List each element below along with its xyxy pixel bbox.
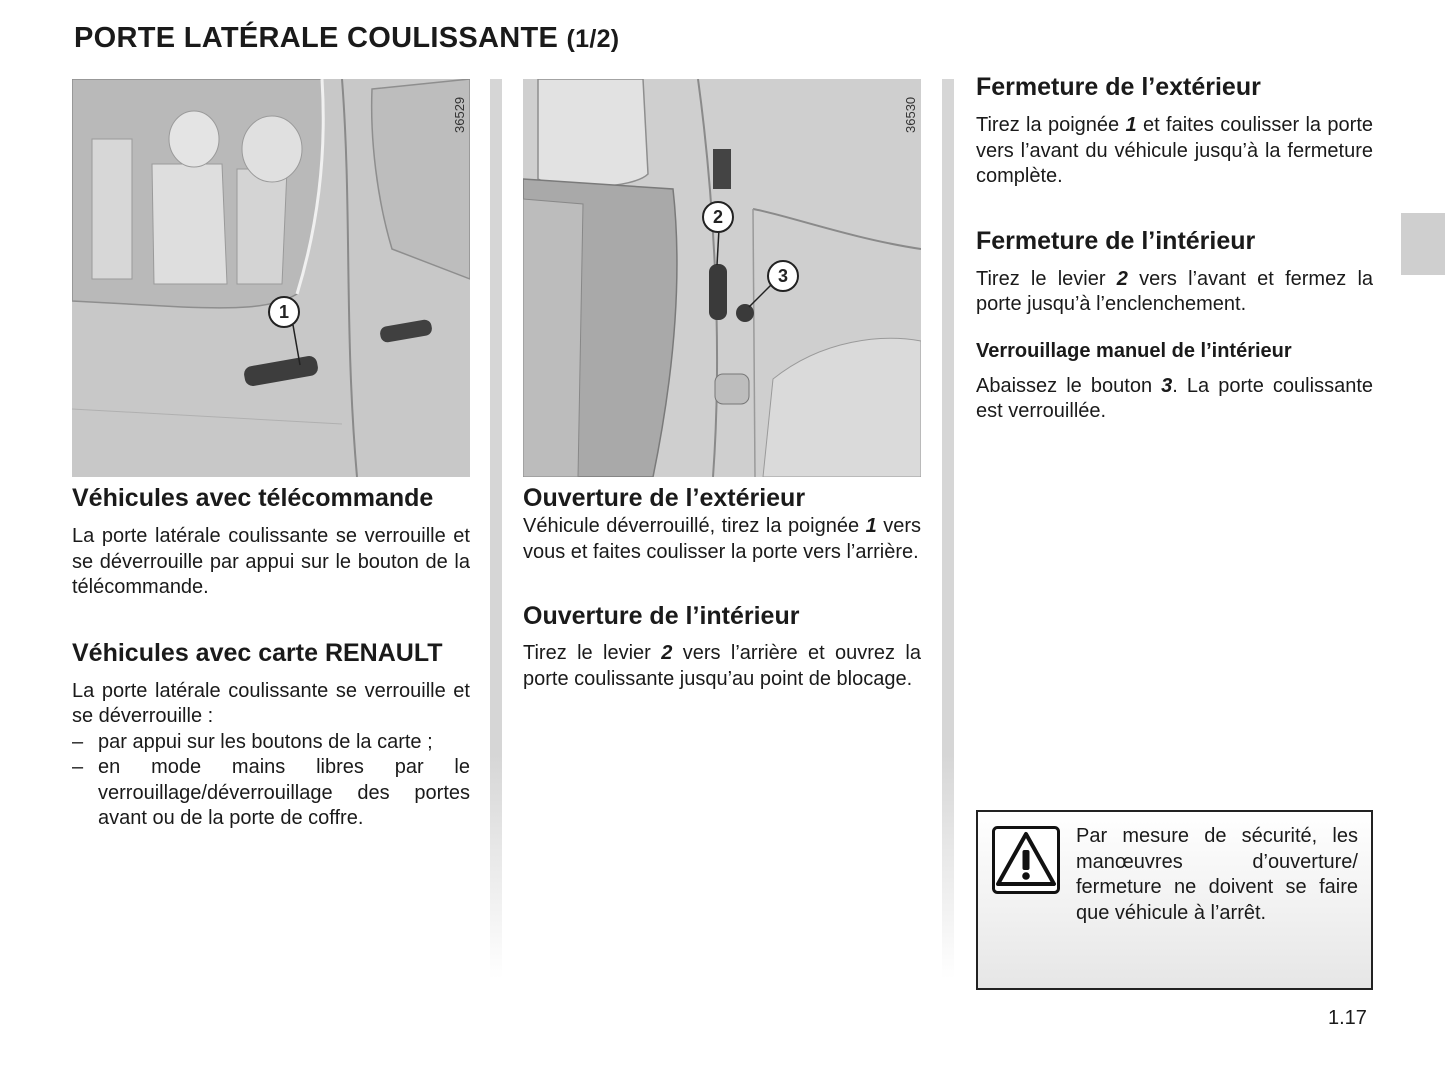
section-text: Tirez la poignée 1 et faites coulisser la porte vers l’avant du véhicule jusqu’à la fermeture complète.	[976, 114, 1373, 187]
section-text: Tirez le levier 2 vers l’avant et fermez la porte jusqu’à l’enclenchement.	[976, 267, 1374, 315]
column-separator	[942, 79, 954, 979]
reference-number: 2	[661, 642, 673, 664]
warning-triangle-icon	[992, 826, 1060, 894]
warning-text: Par mesure de sécurité, les manœuvres d’ouverture/ fermeture ne doivent se faire que véhicule à l’arrêt.	[1076, 825, 1358, 924]
warning-box	[976, 810, 1373, 990]
section-text: Véhicule déverrouillé, tirez la poignée 1 vers vous et faites coulisser la porte vers l’arrière.	[523, 515, 921, 563]
column-middle	[523, 79, 921, 692]
section-heading: Ouverture de l’intérieur	[523, 602, 800, 630]
callout-3-label: 3	[777, 266, 789, 286]
reference-number: 2	[1116, 267, 1128, 290]
illustration-interior-door	[523, 79, 921, 477]
reference-number: 1	[1125, 114, 1137, 136]
page-title	[74, 22, 619, 55]
reference-number: 3	[1161, 374, 1173, 397]
list-item: – par appui sur les boutons de la carte ;	[72, 730, 470, 756]
section-heading: Véhicules avec carte RENAULT	[72, 638, 443, 667]
illustration-exterior-door	[72, 79, 470, 477]
page-number: 1.17	[1328, 1007, 1367, 1029]
column-right	[976, 72, 1373, 425]
column-left	[72, 79, 470, 832]
section-heading: Ouverture de l’extérieur	[523, 484, 806, 512]
section-text: Tirez le levier 2 vers l’arrière et ouvrez la porte coulissante jusqu’au point de blocage.	[523, 642, 921, 690]
interior-door-drawing	[523, 79, 921, 477]
section-text: La porte latérale coulissante se verrouille et se déverrouille par appui sur le bouton de la télécommande.	[72, 525, 470, 598]
section-heading: Fermeture de l’extérieur	[976, 73, 1261, 101]
reference-number: 1	[865, 515, 877, 537]
figure-number: 36530	[903, 96, 918, 133]
section-heading: Fermeture de l’intérieur	[976, 226, 1256, 255]
section-text: La porte latérale coulissante se verrouille et se déverrouille :	[72, 679, 470, 727]
callout-2-label: 2	[712, 207, 724, 227]
list-item: – en mode mains libres par le verrouillage/déverrouillage des portes avant ou de la porte de coffre.	[72, 755, 470, 832]
title-main: PORTE LATÉRALE COULISSANTE	[74, 22, 559, 54]
section-heading: Véhicules avec télécommande	[72, 484, 434, 512]
title-suffix: (1/2)	[566, 25, 620, 53]
callout-1-label: 1	[278, 302, 290, 322]
callout-3	[766, 259, 800, 293]
figure-number: 36529	[452, 96, 467, 133]
callout-1	[267, 295, 301, 329]
subsection-heading: Verrouillage manuel de l’intérieur	[976, 339, 1292, 362]
chapter-tab	[1401, 213, 1445, 275]
section-text: Abaissez le bouton 3. La porte coulissante est verrouillée.	[976, 374, 1373, 422]
bullet-list	[72, 730, 470, 832]
callout-2	[701, 200, 735, 234]
exterior-door-drawing	[72, 79, 470, 477]
column-separator	[490, 79, 502, 979]
